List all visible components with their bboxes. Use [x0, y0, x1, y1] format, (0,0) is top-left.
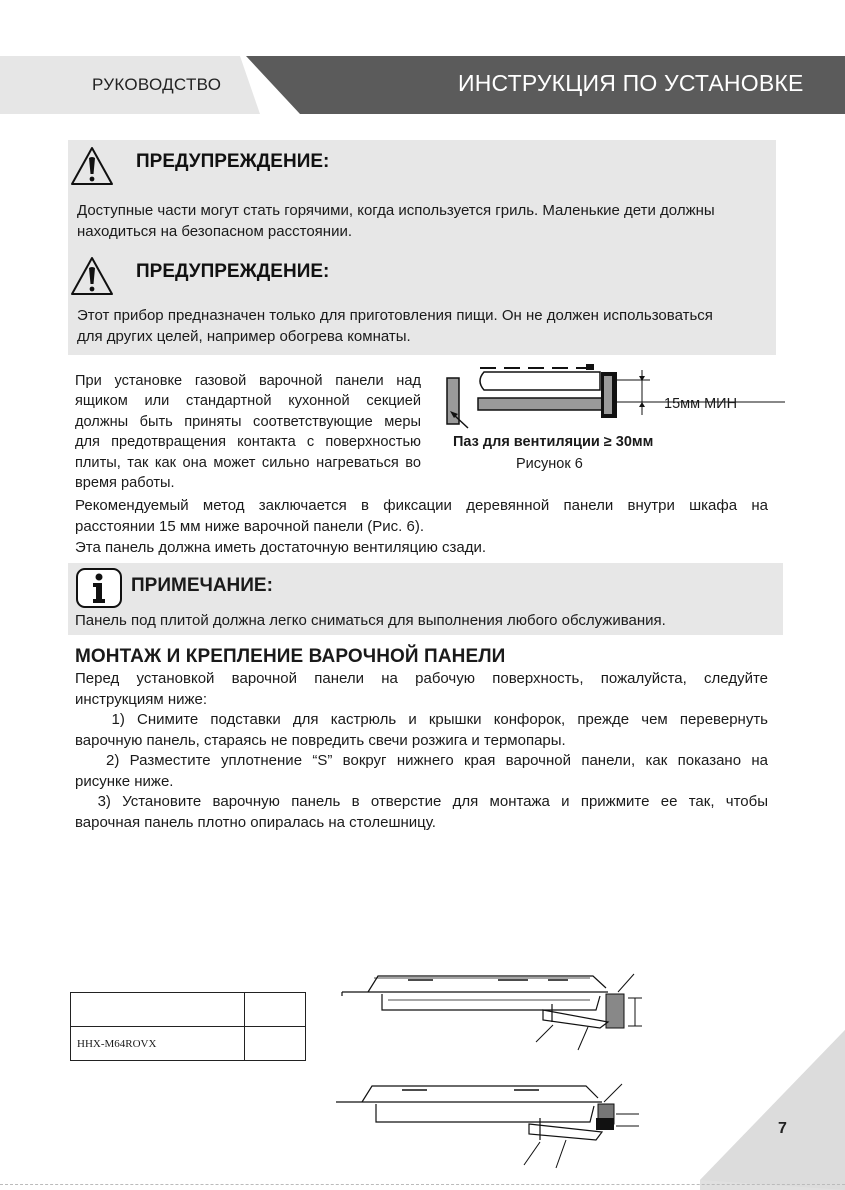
table-cell — [245, 993, 306, 1027]
table-cell — [245, 1027, 306, 1061]
warning-title-1: ПРЕДУПРЕЖДЕНИЕ: — [136, 151, 330, 172]
note-title: ПРИМЕЧАНИЕ: — [131, 575, 273, 596]
table-row — [71, 993, 306, 1027]
hob-mounting-diagram-2 — [334, 1080, 654, 1185]
mounting-paragraph: Перед установкой варочной панели на рабочую поверхность, пожалуйста, следуйте инструкциям ниже: 1) Снимите подставки для кастрюль и крышки конфорок, прежде чем перевернуть варочную панель, стараясь не повредить свечи розжига и термопары. 2) Разместите уплотнение “S” вокруг нижнего края варочной панели, как показано на рисунке ниже. 3) Установите варочную панель в отверстие для монтажа и прижмите ее так, чтобы варочная панель плотно опиралась на столешницу. — [75, 670, 768, 831]
header-left-title: РУКОВОДСТВО — [92, 75, 222, 94]
bottom-divider — [0, 1184, 845, 1185]
figure-label: Рисунок 6 — [516, 456, 583, 472]
hob-mounting-diagram-1 — [338, 970, 658, 1055]
recommend-paragraph: Рекомендуемый метод заключается в фиксации деревянной панели внутри шкафа на расстоянии 15 мм ниже варочной панели (Рис. 6). Эта панель должна иметь достаточную вентиляцию сзади. — [75, 497, 768, 556]
header-right-title: ИНСТРУКЦИЯ ПО УСТАНОВКЕ — [458, 70, 804, 96]
page-corner-tab — [700, 1030, 845, 1190]
page-number: 7 — [778, 1120, 787, 1137]
info-icon — [75, 567, 123, 609]
figure-dimension-label: 15мм МИН — [664, 396, 738, 412]
warning-text-1: Доступные части могут стать горячими, когда используется гриль. Маленькие дети должны находиться на безопасном расстоянии. — [77, 202, 715, 240]
warning-text-2: Этот прибор предназначен только для приготовления пищи. Он не должен использоваться для других целей, например обогрева комнаты. — [77, 307, 713, 345]
figure-caption: Паз для вентиляции ≥ 30мм — [453, 434, 654, 450]
warning-icon — [69, 145, 115, 187]
table-cell — [71, 993, 245, 1027]
model-table — [70, 992, 306, 1061]
warning-icon — [69, 255, 115, 297]
install-paragraph: При установке газовой варочной панели над ящиком или стандартной кухонной секцией должны быть приняты соответствующие меры для предотвращения контакта с поверхностью плиты, так как она может сильно нагреваться во время работы. — [75, 373, 421, 492]
section-title: МОНТАЖ И КРЕПЛЕНИЕ ВАРОЧНОЙ ПАНЕЛИ — [75, 646, 506, 667]
table-row — [71, 1027, 306, 1061]
warning-title-2: ПРЕДУПРЕЖДЕНИЕ: — [136, 261, 330, 282]
header-banner — [0, 0, 845, 120]
table-cell-model: HHX-M64ROVX — [71, 1027, 245, 1061]
note-text: Панель под плитой должна легко сниматься для выполнения любого обслуживания. — [75, 612, 666, 629]
